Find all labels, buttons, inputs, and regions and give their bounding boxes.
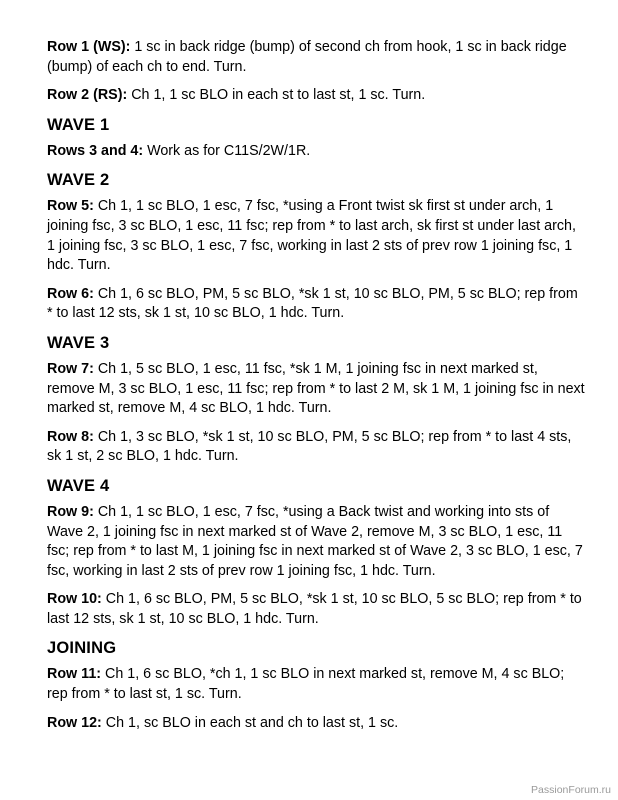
row-label: Row 12: <box>47 714 102 731</box>
row-1-instruction <box>47 38 587 77</box>
section-heading-wave-4: WAVE 4 <box>47 476 110 495</box>
row-label: Row 7: <box>47 360 94 377</box>
row-8-instruction <box>47 428 587 467</box>
row-12-instruction <box>47 714 587 734</box>
row-2-instruction <box>47 86 587 106</box>
row-6-instruction <box>47 285 587 324</box>
row-label: Row 5: <box>47 198 94 215</box>
section-heading-wave-3: WAVE 3 <box>47 333 110 352</box>
row-9-instruction <box>47 503 587 581</box>
section-heading-wave-2: WAVE 2 <box>47 171 110 190</box>
row-text: Ch 1, sc BLO in each st and ch to last st, 1 sc. <box>101 714 399 731</box>
row-text: Ch 1, 1 sc BLO, 1 esc, 7 fsc, *using a Back twist and working into sts of Wave 2, 1 joining fsc in next marked st of Wave 2, remove M, 3 sc BLO, 1 esc, 11 fsc; rep from * to last M, 1 joining fsc in next marked st of Wave 2, 3 sc BLO, 1 esc, 7 fsc, working in last 2 sts of prev row 1 joining fsc, 1 hdc. Turn. <box>47 503 583 579</box>
row-11-instruction <box>47 665 587 704</box>
row-label: Row 9: <box>47 503 94 520</box>
row-text: Ch 1, 6 sc BLO, PM, 5 sc BLO, *sk 1 st, 10 sc BLO, 5 sc BLO; rep from * to last 12 sts, sk 1 st, 10 sc BLO, 1 hdc. Turn. <box>47 591 582 627</box>
row-label: Row 2 (RS): <box>47 87 128 104</box>
row-text: Ch 1, 5 sc BLO, 1 esc, 11 fsc, *sk 1 M, 1 joining fsc in next marked st, remove M, 3 sc BLO, 1 esc, 11 fsc; rep from * to last 2 M, sk 1 M, 1 joining fsc in next marked st, remove M, 4 sc BLO, 1 hdc. Turn. <box>47 360 585 417</box>
section-heading-wave-1: WAVE 1 <box>47 115 110 134</box>
section-heading-joining: JOINING <box>47 639 117 658</box>
row-label: Row 8: <box>47 428 94 445</box>
row-label: Row 6: <box>47 285 94 302</box>
watermark: PassionForum.ru <box>531 784 611 796</box>
row-label: Row 10: <box>47 591 102 608</box>
row-text: Ch 1, 1 sc BLO, 1 esc, 7 fsc, *using a Front twist sk first st under arch, 1 joining fsc, 3 sc BLO, 1 esc, 11 fsc; rep from * to last arch, sk first st under last arch, 1 joining fsc, 3 sc BLO, 1 esc, 7 fsc, working in last 2 sts of prev row 1 joining fsc, 1 hdc. Turn. <box>47 198 576 274</box>
row-text: Ch 1, 6 sc BLO, *ch 1, 1 sc BLO in next marked st, remove M, 4 sc BLO; rep from * to last st, 1 sc. Turn. <box>47 666 565 703</box>
row-text: Ch 1, 1 sc BLO in each st to last st, 1 sc. Turn. <box>127 87 426 104</box>
row-10-instruction <box>47 590 587 629</box>
row-text: Work as for C11S/2W/1R. <box>143 142 311 159</box>
row-label: Rows 3 and 4: <box>47 142 144 159</box>
row-label: Row 11: <box>47 666 102 683</box>
rows-3-4-instruction <box>47 142 587 162</box>
row-5-instruction <box>47 197 587 275</box>
row-text: Ch 1, 3 sc BLO, *sk 1 st, 10 sc BLO, PM, 5 sc BLO; rep from * to last 4 sts, sk 1 st, 2 sc BLO, 1 hdc. Turn. <box>47 428 572 465</box>
row-text: 1 sc in back ridge (bump) of second ch from hook, 1 sc in back ridge (bump) of each ch to end. Turn. <box>47 39 567 75</box>
row-label: Row 1 (WS): <box>47 39 131 55</box>
row-7-instruction <box>47 360 587 419</box>
row-text: Ch 1, 6 sc BLO, PM, 5 sc BLO, *sk 1 st, 10 sc BLO, PM, 5 sc BLO; rep from * to last 12 sts, sk 1 st, 10 sc BLO, 1 hdc. Turn. <box>47 285 578 322</box>
pattern-page <box>47 38 587 742</box>
